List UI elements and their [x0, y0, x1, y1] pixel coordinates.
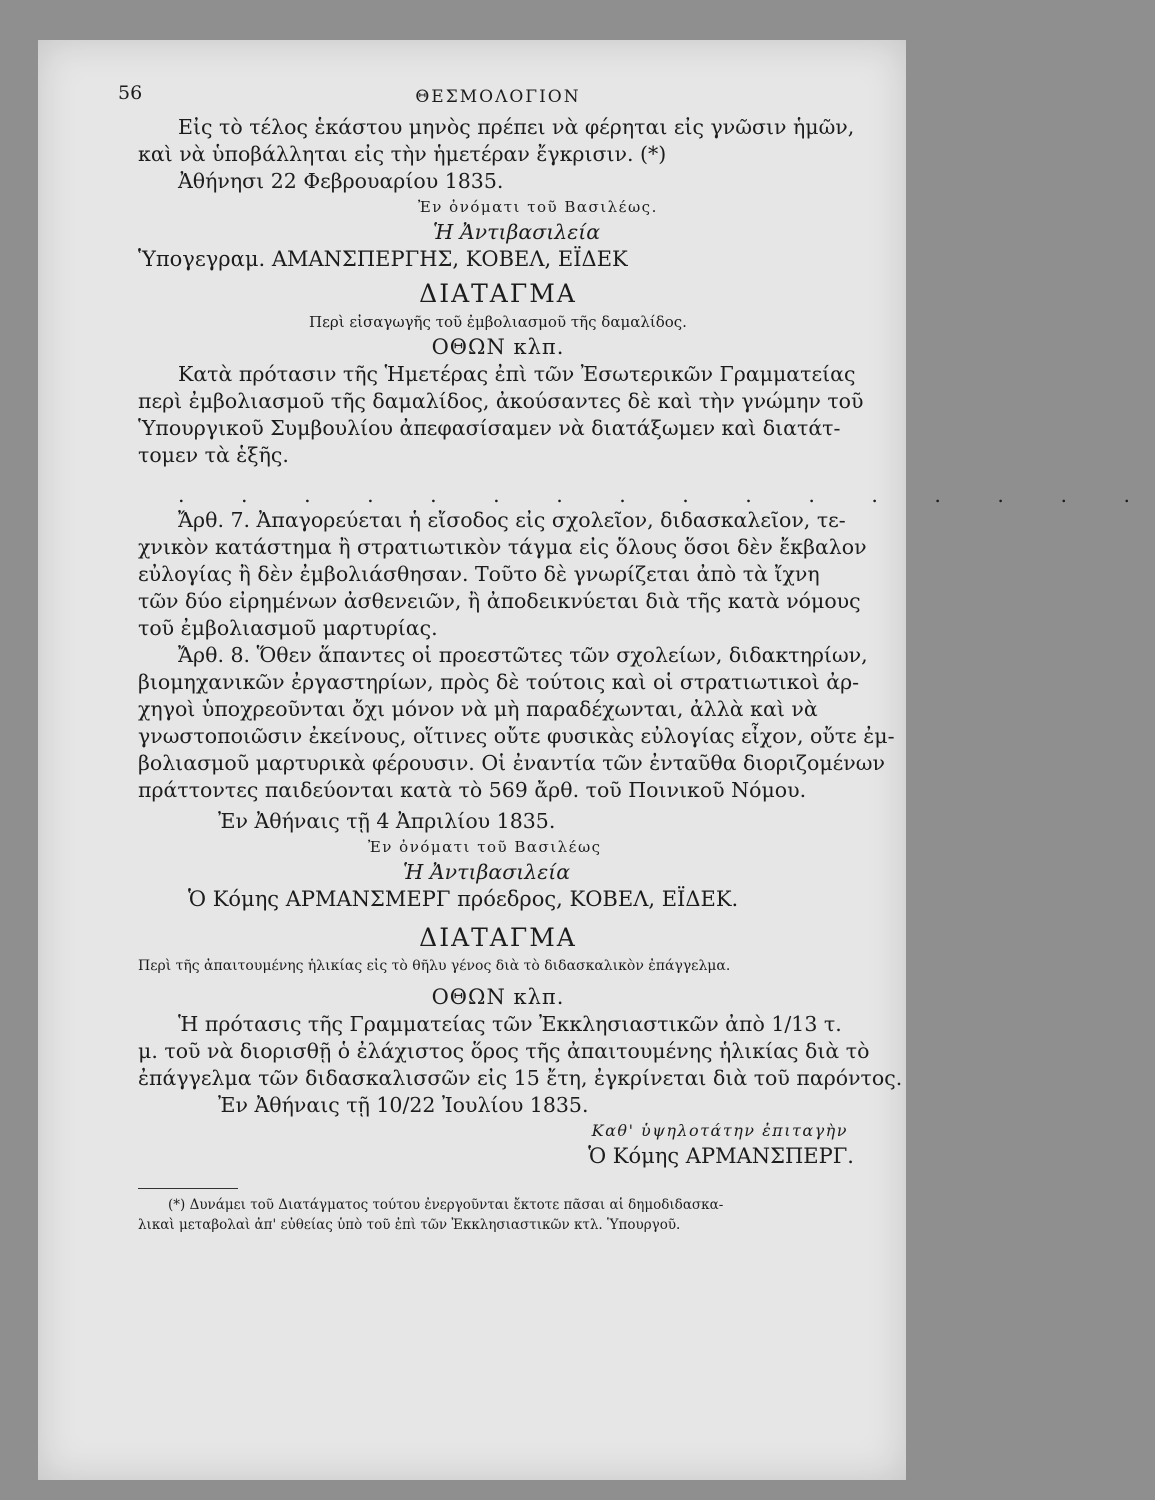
- text-line: μ. τοῦ νὰ διορισθῇ ὁ ἐλάχιστος ὅρος τῆς ἀπαιτουμένης ἡλικίας διὰ τὸ: [138, 1039, 870, 1063]
- decree-subtitle: Περὶ τῆς ἀπαιτουμένης ἡλικίας εἰς τὸ θῆλυ γένος διὰ τὸ διδασκαλικὸν ἐπάγγελμα.: [138, 958, 731, 974]
- text-line: Ἡ πρότασις τῆς Γραμματείας τῶν Ἐκκλησιαστικῶν ἀπὸ 1/13 τ.: [178, 1012, 842, 1036]
- text-line: Κατὰ πρότασιν τῆς Ἡμετέρας ἐπὶ τῶν Ἐσωτερικῶν Γραμματείας: [178, 362, 856, 386]
- ellipsis-line: . . . . . . . . . . . . . . . .: [178, 483, 1155, 507]
- king-line: ΟΘΩΝ κλπ.: [431, 335, 565, 359]
- text-line: Ἄρθ. 7. Ἀπαγορεύεται ἡ εἴσοδος εἰς σχολεῖον, διδασκαλεῖον, τε-: [178, 508, 846, 532]
- text-line: Ὑπουργικοῦ Συμβουλίου ἀπεφασίσαμεν νὰ διατάξωμεν καὶ διατάτ-: [138, 416, 841, 440]
- king-line: ΟΘΩΝ κλπ.: [431, 985, 565, 1009]
- page-content: [118, 80, 1155, 1235]
- text-line: χνικὸν κατάστημα ἢ στρατιωτικὸν τάγμα εἰς ὅλους ὅσοι δὲν ἔκβαλον: [138, 535, 867, 559]
- text-line: ἐπάγγελμα τῶν διδασκαλισσῶν εἰς 15 ἔτη, ἐγκρίνεται διὰ τοῦ παρόντος.: [138, 1066, 903, 1090]
- preamble: [138, 361, 864, 469]
- text-line: τῶν δύο εἰρημένων ἀσθενειῶν, ἢ ἀποδεικνύεται διὰ τῆς κατὰ νόμους: [138, 589, 861, 613]
- regency-line: Ἡ Ἀντιβασιλεία: [433, 220, 601, 244]
- footnote-line: λικαὶ μεταβολαὶ ἀπ' εὐθείας ὑπὸ τοῦ ἐπὶ τῶν Ἐκκλησιαστικῶν κτλ. Ὑπουργοῦ.: [138, 1217, 681, 1233]
- text-line: τοῦ ἐμβολιασμοῦ μαρτυρίας.: [138, 616, 438, 640]
- article-7: [138, 507, 867, 642]
- footnote-rule: [138, 1188, 238, 1189]
- text-line: Ἄρθ. 8. Ὅθεν ἅπαντες οἱ προεστῶτες τῶν σχολείων, διδακτηρίων,: [178, 643, 868, 667]
- running-title: ΘΕΣΜΟΛΟΓΙΟΝ: [415, 87, 581, 107]
- signature-line: Ὑπογεγραμ. ΑΜΑΝΣΠΕΡΓΗΣ, ΚΟΒΕΛ, ΕΪΔΕΚ: [138, 247, 628, 271]
- text-line: βολιασμοῦ μαρτυρικὰ φέρουσιν. Οἱ ἐναντία τῶν ἐνταῦθα διοριζομένων: [138, 751, 885, 775]
- opening-block: [138, 114, 858, 273]
- signature-line: Ὁ Κόμης ΑΡΜΑΝΣΠΕΡΓ.: [588, 1144, 854, 1168]
- footnote: [138, 1195, 858, 1235]
- regency-line: Ἡ Ἀντιβασιλεία: [403, 860, 571, 884]
- page-header: [118, 80, 858, 114]
- text-line: εὐλογίας ἢ δὲν ἐμβολιάσθησαν. Τοῦτο δὲ γνωρίζεται ἀπὸ τὰ ἴχνη: [138, 562, 820, 586]
- decree-title: ΔΙΑΤΑΓΜΑ: [419, 279, 577, 308]
- decree-subtitle: Περὶ εἰσαγωγῆς τοῦ ἐμβολιασμοῦ τῆς δαμαλίδος.: [309, 313, 687, 331]
- text-line: περὶ ἐμβολιασμοῦ τῆς δαμαλίδος, ἀκούσαντες δὲ καὶ τὴν γνώμην τοῦ: [138, 389, 864, 413]
- text-line: χηγοὶ ὑποχρεοῦνται ὄχι μόνον νὰ μὴ παραδέχωνται, ἀλλὰ καὶ νὰ: [138, 697, 818, 721]
- signature-line: Ὁ Κόμης ΑΡΜΑΝΣΜΕΡΓ πρόεδρος, ΚΟΒΕΛ, ΕΪΔΕΚ.: [188, 887, 739, 911]
- page-sheet: [38, 40, 1155, 1480]
- in-name-line: Ἐν ὀνόματι τοῦ Βασιλέως: [368, 838, 602, 856]
- text-line: πράττοντες παιδεύονται κατὰ τὸ 569 ἄρθ. τοῦ Ποινικοῦ Νόμου.: [138, 778, 807, 802]
- date-line: Ἐν Ἀθήναις τῇ 4 Ἀπριλίου 1835.: [218, 809, 556, 833]
- text-line: Εἰς τὸ τέλος ἑκάστου μηνὸς πρέπει νὰ φέρηται εἰς γνῶσιν ἡμῶν,: [178, 115, 855, 139]
- decree-2: [138, 921, 903, 1170]
- date-line: Ἀθήνησι 22 Φεβρουαρίου 1835.: [178, 169, 504, 193]
- text-line: γνωστοποιῶσιν ἐκείνους, οἵτινες οὔτε φυσικὰς εὐλογίας εἶχον, οὔτε ἐμ-: [138, 724, 895, 748]
- in-name-line: Ἐν ὀνόματι τοῦ Βασιλέως.: [418, 198, 658, 216]
- footnote-line: (*) Δυνάμει τοῦ Διατάγματος τούτου ἐνεργοῦνται ἔκτοτε πᾶσαι αἱ δημοδιδασκα-: [168, 1197, 724, 1213]
- text-line: καὶ νὰ ὑποβάλληται εἰς τὴν ἡμετέραν ἔγκρισιν. (*): [138, 142, 667, 166]
- decree-title: ΔΙΑΤΑΓΜΑ: [419, 923, 577, 952]
- decree-1: [138, 277, 1155, 913]
- date-line: Ἐν Ἀθήναις τῇ 10/22 Ἰουλίου 1835.: [218, 1093, 589, 1117]
- page-number: 56: [118, 82, 143, 104]
- command-line: Καθ' ὑψηλοτάτην ἐπιταγὴν: [591, 1121, 848, 1140]
- text-line: τομεν τὰ ἑξῆς.: [138, 443, 289, 467]
- article-8: [138, 642, 895, 804]
- text-line: βιομηχανικῶν ἐργαστηρίων, πρὸς δὲ τούτοις καὶ οἱ στρατιωτικοὶ ἀρ-: [138, 670, 860, 694]
